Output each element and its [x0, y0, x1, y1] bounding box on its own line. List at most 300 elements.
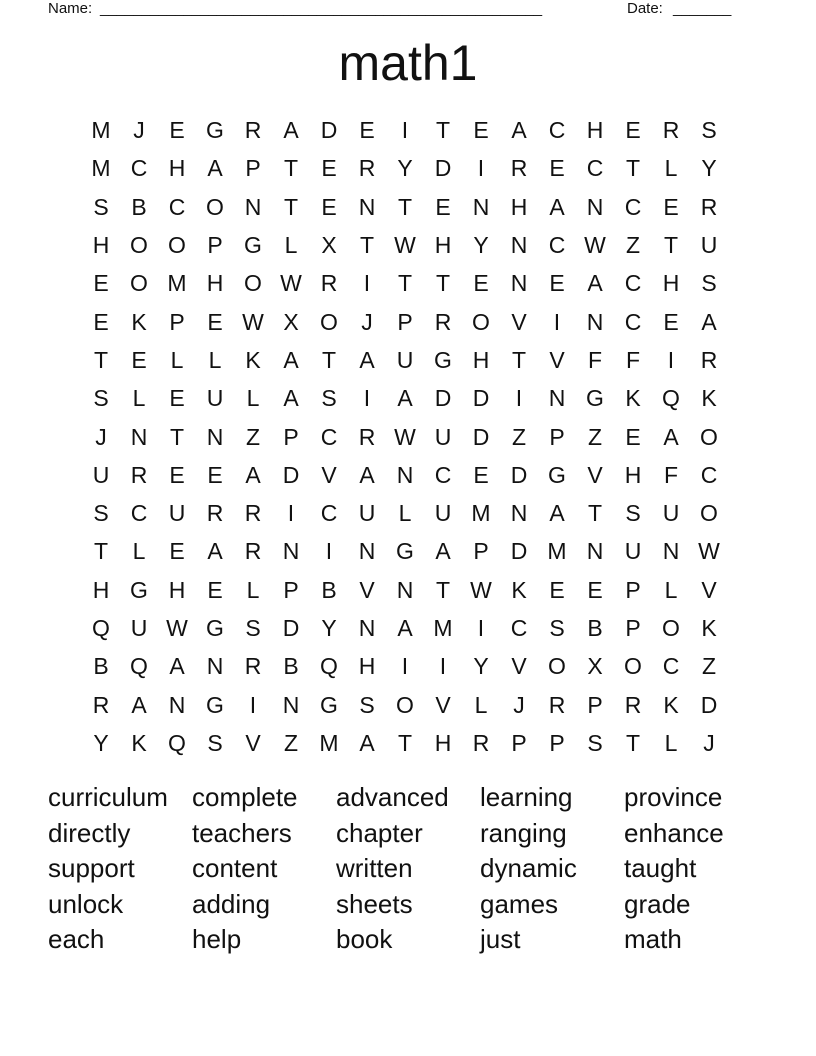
grid-cell: W	[280, 270, 302, 297]
grid-cell: N	[282, 691, 300, 718]
grid-cell: M	[433, 615, 453, 641]
grid-cell: I	[477, 615, 485, 641]
word-bank-item: math	[624, 924, 682, 954]
grid-cell: E	[473, 270, 489, 297]
grid-cell: U	[168, 500, 186, 527]
grid-cell: N	[510, 500, 528, 527]
grid-cell: H	[624, 461, 642, 488]
grid-cell: R	[358, 155, 376, 182]
grid-row	[82, 226, 728, 264]
grid-cell: G	[206, 615, 224, 641]
word-bank-item: adding	[192, 888, 271, 919]
grid-cell: F	[625, 346, 641, 373]
grid-cell: R	[472, 729, 490, 756]
grid-cell: C	[434, 461, 452, 488]
grid-cell: N	[130, 423, 148, 450]
grid-cell: P	[169, 308, 185, 335]
grid-cell: A	[663, 423, 679, 450]
grid-cell: D	[700, 691, 718, 718]
grid-cell: N	[244, 193, 262, 220]
grid-cell: T	[397, 270, 413, 297]
grid-cell: E	[321, 155, 337, 182]
grid-cell: N	[586, 308, 604, 335]
grid-cell: W	[470, 576, 492, 603]
grid-cell: C	[586, 155, 604, 182]
word-bank-item: enhance	[624, 817, 724, 848]
grid-cell: L	[664, 155, 678, 182]
grid-cell: J	[95, 423, 107, 450]
grid-cell: E	[131, 346, 147, 373]
grid-cell: O	[472, 308, 490, 335]
grid-cell: G	[130, 576, 148, 603]
grid-cell: T	[321, 346, 337, 373]
grid-cell: A	[283, 385, 299, 412]
grid-cell: C	[662, 653, 680, 680]
grid-cell: E	[169, 461, 185, 488]
grid-cell: R	[130, 461, 148, 488]
word-bank-item: content	[192, 853, 278, 883]
word-bank-item: advanced	[336, 782, 449, 812]
grid-cell: A	[169, 653, 185, 680]
word-bank-item: grade	[624, 888, 691, 919]
word-bank-item: ranging	[480, 817, 567, 848]
grid-cell: Q	[168, 729, 186, 756]
grid-row	[82, 571, 728, 609]
word-bank-item: directly	[48, 817, 131, 848]
grid-cell: H	[586, 117, 604, 144]
grid-cell: L	[474, 691, 488, 718]
grid-cell: C	[548, 232, 566, 259]
grid-cell: R	[510, 155, 528, 182]
grid-cell: H	[92, 576, 110, 603]
grid-cell: E	[169, 117, 185, 144]
grid-cell: D	[282, 615, 300, 641]
grid-cell: S	[625, 500, 641, 527]
grid-cell: R	[244, 538, 262, 565]
grid-cell: L	[132, 385, 146, 412]
grid-cell: E	[549, 155, 565, 182]
grid-cell: R	[700, 346, 718, 373]
grid-cell: C	[320, 500, 338, 527]
word-bank-item: games	[480, 888, 559, 919]
grid-cell: E	[93, 308, 109, 335]
grid-cell: A	[701, 308, 717, 335]
grid-cell: E	[169, 538, 185, 565]
grid-cell: L	[664, 729, 678, 756]
grid-cell: P	[283, 576, 299, 603]
grid-cell: B	[131, 193, 147, 220]
grid-cell: N	[662, 538, 680, 565]
grid-cell: A	[549, 193, 565, 220]
grid-cell: Q	[130, 653, 148, 680]
grid-cell: I	[401, 117, 409, 144]
grid-cell: Q	[320, 653, 338, 680]
grid-cell: H	[510, 193, 528, 220]
grid-cell: Z	[701, 653, 717, 680]
grid-cell: O	[396, 691, 414, 718]
grid-cell: U	[130, 615, 148, 641]
grid-cell: R	[92, 691, 110, 718]
grid-cell: K	[625, 385, 641, 412]
grid-cell: C	[168, 193, 186, 220]
grid-cell: I	[401, 653, 409, 680]
grid-row	[82, 456, 728, 494]
grid-cell: D	[434, 385, 452, 412]
grid-cell: A	[511, 117, 527, 144]
grid-row	[82, 149, 728, 187]
grid-row	[82, 417, 728, 455]
name-line: _____________________________________________________	[100, 0, 543, 17]
grid-cell: D	[434, 155, 452, 182]
grid-cell: Z	[625, 232, 641, 259]
grid-cell: K	[245, 346, 261, 373]
date-label: Date:	[627, 0, 663, 17]
grid-cell: Z	[283, 729, 299, 756]
word-bank-item: curriculum	[48, 782, 168, 812]
grid-cell: N	[358, 615, 376, 641]
grid-cell: S	[321, 385, 337, 412]
grid-cell: M	[91, 117, 111, 144]
grid-cell: R	[662, 117, 680, 144]
grid-cell: D	[320, 117, 338, 144]
grid-cell: T	[587, 500, 603, 527]
grid-cell: I	[363, 270, 371, 297]
grid-cell: M	[319, 729, 339, 756]
grid-cell: E	[549, 270, 565, 297]
grid-cell: D	[510, 538, 528, 565]
grid-cell: K	[701, 385, 717, 412]
grid-cell: I	[515, 385, 523, 412]
grid-cell: H	[168, 576, 186, 603]
grid-cell: T	[511, 346, 527, 373]
grid-cell: F	[663, 461, 679, 488]
grid-cell: F	[587, 346, 603, 373]
grid-cell: E	[207, 576, 223, 603]
grid-cell: Y	[93, 729, 109, 756]
grid-cell: L	[398, 500, 412, 527]
grid-cell: T	[435, 117, 451, 144]
grid-cell: N	[396, 576, 414, 603]
grid-cell: R	[206, 500, 224, 527]
grid-cell: C	[320, 423, 338, 450]
grid-cell: S	[359, 691, 375, 718]
grid-cell: R	[434, 308, 452, 335]
grid-cell: C	[130, 155, 148, 182]
word-bank-item: support	[48, 853, 135, 883]
grid-cell: P	[397, 308, 413, 335]
grid-cell: P	[511, 729, 527, 756]
grid-cell: H	[168, 155, 186, 182]
grid-row	[82, 341, 728, 379]
grid-row	[82, 724, 728, 762]
grid-row	[82, 685, 728, 723]
grid-cell: Z	[587, 423, 603, 450]
grid-cell: O	[244, 270, 262, 297]
word-bank-item: unlock	[48, 888, 124, 919]
grid-cell: L	[284, 232, 298, 259]
grid-cell: D	[472, 423, 490, 450]
grid-cell: P	[207, 232, 223, 259]
grid-cell: V	[359, 576, 375, 603]
grid-cell: G	[206, 691, 224, 718]
grid-cell: C	[130, 500, 148, 527]
grid-cell: O	[548, 653, 566, 680]
word-bank-item: teachers	[192, 817, 292, 848]
grid-cell: R	[548, 691, 566, 718]
grid-cell: P	[625, 615, 641, 641]
grid-cell: L	[208, 346, 222, 373]
grid-cell: G	[434, 346, 452, 373]
grid-cell: T	[625, 155, 641, 182]
grid-row	[82, 609, 728, 647]
grid-row	[82, 379, 728, 417]
grid-cell: P	[473, 538, 489, 565]
word-bank-item: taught	[624, 853, 697, 883]
grid-cell: O	[624, 653, 642, 680]
grid-cell: I	[439, 653, 447, 680]
grid-cell: T	[435, 576, 451, 603]
grid-cell: O	[700, 423, 718, 450]
grid-cell: U	[662, 500, 680, 527]
grid-cell: K	[701, 615, 717, 641]
grid-cell: G	[548, 461, 566, 488]
grid-cell: C	[624, 308, 642, 335]
grid-cell: Z	[245, 423, 261, 450]
grid-cell: A	[245, 461, 261, 488]
word-bank-item: dynamic	[480, 853, 577, 883]
grid-cell: V	[245, 729, 261, 756]
grid-row	[82, 111, 728, 149]
grid-cell: Y	[473, 653, 489, 680]
grid-cell: W	[394, 423, 416, 450]
grid-cell: N	[586, 193, 604, 220]
grid-cell: U	[358, 500, 376, 527]
grid-cell: L	[246, 576, 260, 603]
grid-cell: V	[587, 461, 603, 488]
grid-cell: B	[283, 653, 299, 680]
page-title: math1	[338, 35, 478, 91]
grid-cell: H	[92, 232, 110, 259]
word-bank-item: each	[48, 924, 105, 954]
grid-cell: N	[548, 385, 566, 412]
grid-cell: N	[510, 232, 528, 259]
grid-row	[82, 494, 728, 532]
grid-cell: J	[513, 691, 525, 718]
header-line	[48, 0, 748, 20]
grid-cell: S	[701, 117, 717, 144]
grid-cell: T	[283, 155, 299, 182]
grid-cell: N	[358, 193, 376, 220]
grid-cell: K	[511, 576, 527, 603]
grid-cell: H	[434, 729, 452, 756]
grid-cell: O	[320, 308, 338, 335]
grid-cell: P	[625, 576, 641, 603]
grid-cell: O	[662, 615, 680, 641]
grid-cell: Z	[511, 423, 527, 450]
grid-cell: A	[549, 500, 565, 527]
grid-cell: E	[207, 461, 223, 488]
grid-cell: M	[471, 500, 491, 527]
grid-cell: I	[325, 538, 333, 565]
grid-cell: N	[396, 461, 414, 488]
grid-cell: H	[206, 270, 224, 297]
grid-cell: A	[207, 155, 223, 182]
grid-cell: O	[130, 232, 148, 259]
grid-cell: V	[511, 653, 527, 680]
grid-cell: E	[625, 423, 641, 450]
grid-cell: A	[283, 346, 299, 373]
grid-cell: J	[361, 308, 373, 335]
word-bank-item: just	[480, 924, 521, 954]
grid-cell: P	[549, 729, 565, 756]
grid-cell: I	[287, 500, 295, 527]
grid-cell: E	[207, 308, 223, 335]
name-label: Name:	[48, 0, 93, 17]
grid-cell: A	[397, 385, 413, 412]
grid-cell: G	[586, 385, 604, 412]
grid-cell: D	[472, 385, 490, 412]
grid-cell: M	[167, 270, 187, 297]
grid-cell: H	[472, 346, 490, 373]
grid-cell: I	[553, 308, 561, 335]
grid-cell: Q	[92, 615, 110, 641]
grid-cell: B	[93, 653, 109, 680]
grid-cell: C	[624, 270, 642, 297]
grid-row	[82, 264, 728, 302]
grid-cell: T	[169, 423, 185, 450]
grid-cell: I	[249, 691, 257, 718]
grid-cell: T	[625, 729, 641, 756]
word-bank-item: complete	[192, 782, 298, 812]
grid-cell: T	[359, 232, 375, 259]
grid-cell: N	[168, 691, 186, 718]
grid-cell: O	[700, 500, 718, 527]
grid-cell: H	[358, 653, 376, 680]
grid-cell: D	[510, 461, 528, 488]
grid-cell: W	[166, 615, 188, 641]
grid-cell: P	[549, 423, 565, 450]
grid-cell: N	[358, 538, 376, 565]
grid-cell: U	[396, 346, 414, 373]
grid-cell: L	[246, 385, 260, 412]
grid-cell: S	[93, 385, 109, 412]
grid-cell: T	[663, 232, 679, 259]
grid-cell: T	[93, 346, 109, 373]
grid-cell: E	[435, 193, 451, 220]
grid-cell: A	[359, 461, 375, 488]
grid-cell: K	[663, 691, 679, 718]
grid-cell: N	[206, 423, 224, 450]
grid-cell: C	[548, 117, 566, 144]
grid-cell: S	[701, 270, 717, 297]
grid-cell: W	[698, 538, 720, 565]
word-bank-item: sheets	[336, 888, 413, 919]
grid-cell: S	[245, 615, 261, 641]
grid-cell: E	[549, 576, 565, 603]
grid-cell: M	[91, 155, 111, 182]
grid-cell: I	[667, 346, 675, 373]
grid-cell: E	[663, 193, 679, 220]
grid-cell: P	[587, 691, 603, 718]
grid-cell: K	[131, 729, 147, 756]
grid-cell: A	[435, 538, 451, 565]
grid-cell: V	[435, 691, 451, 718]
grid-cell: I	[363, 385, 371, 412]
grid-cell: A	[587, 270, 603, 297]
grid-cell: S	[549, 615, 565, 641]
grid-cell: M	[547, 538, 567, 565]
word-bank-item: province	[624, 782, 723, 812]
grid-cell: X	[283, 308, 299, 335]
grid-cell: U	[434, 500, 452, 527]
grid-cell: R	[700, 193, 718, 220]
grid-cell: E	[587, 576, 603, 603]
grid-cell: X	[321, 232, 337, 259]
grid-row	[82, 188, 728, 226]
grid-cell: R	[358, 423, 376, 450]
grid-cell: R	[244, 500, 262, 527]
grid-cell: A	[397, 615, 413, 641]
grid-cell: B	[321, 576, 337, 603]
grid-cell: E	[321, 193, 337, 220]
grid-cell: W	[584, 232, 606, 259]
letter-grid	[82, 111, 728, 762]
grid-cell: T	[435, 270, 451, 297]
grid-cell: A	[359, 729, 375, 756]
grid-cell: S	[587, 729, 603, 756]
grid-cell: G	[320, 691, 338, 718]
grid-cell: N	[510, 270, 528, 297]
grid-cell: E	[473, 461, 489, 488]
grid-cell: O	[168, 232, 186, 259]
word-bank-item: help	[192, 924, 242, 954]
word-bank-item: chapter	[336, 817, 423, 848]
grid-cell: T	[93, 538, 109, 565]
grid-cell: G	[206, 117, 224, 144]
grid-cell: L	[132, 538, 146, 565]
grid-row	[82, 302, 728, 340]
word-bank-item: book	[336, 924, 393, 954]
grid-cell: Q	[662, 385, 680, 412]
grid-cell: J	[133, 117, 145, 144]
grid-cell: Y	[473, 232, 489, 259]
grid-cell: S	[93, 193, 109, 220]
grid-cell: W	[394, 232, 416, 259]
grid-cell: A	[207, 538, 223, 565]
grid-cell: N	[472, 193, 490, 220]
grid-cell: G	[396, 538, 414, 565]
grid-cell: Y	[701, 155, 717, 182]
grid-cell: R	[624, 691, 642, 718]
grid-cell: P	[245, 155, 261, 182]
grid-cell: X	[587, 653, 603, 680]
grid-cell: U	[624, 538, 642, 565]
grid-cell: H	[434, 232, 452, 259]
grid-cell: U	[434, 423, 452, 450]
grid-cell: K	[131, 308, 147, 335]
grid-cell: E	[359, 117, 375, 144]
word-bank	[48, 780, 768, 958]
grid-cell: E	[625, 117, 641, 144]
grid-cell: T	[283, 193, 299, 220]
grid-cell: R	[244, 653, 262, 680]
grid-row	[82, 647, 728, 685]
grid-cell: R	[320, 270, 338, 297]
date-line: _______	[673, 0, 732, 17]
grid-row	[82, 532, 728, 570]
grid-cell: A	[131, 691, 147, 718]
grid-cell: T	[397, 193, 413, 220]
